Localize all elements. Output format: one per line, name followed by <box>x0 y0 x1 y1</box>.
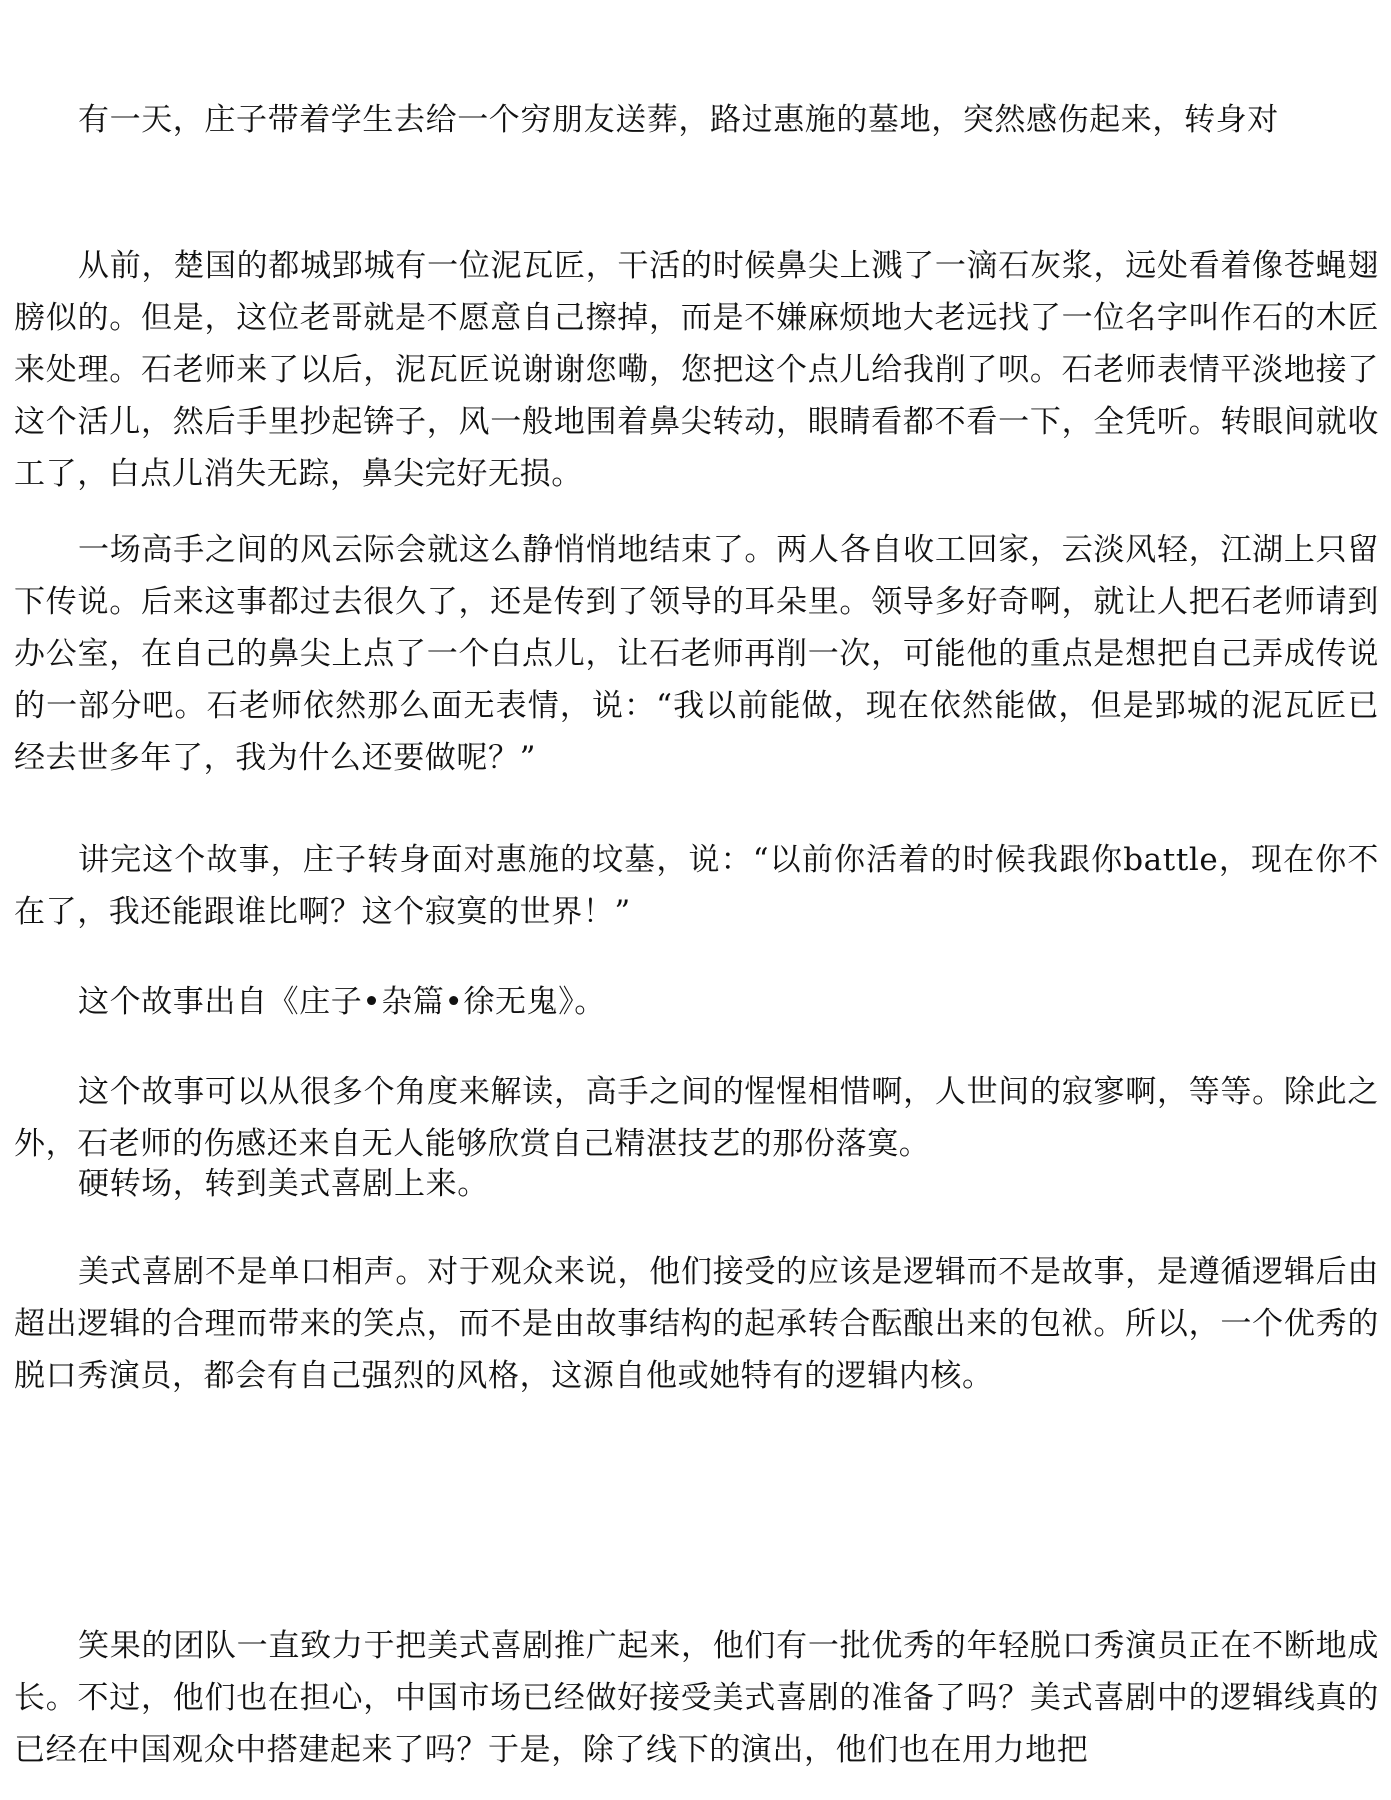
paragraph-xiaoguo-team: 笑果的团队一直致力于把美式喜剧推广起来，他们有一批优秀的年轻脱口秀演员正在不断地成长。不过，他们也在担心，中国市场已经做好接受美式喜剧的准备了吗？美式喜剧中的逻辑线真的已经在中国观众中搭建起来了吗？于是，除了线下的演出，他们也在用力地把 <box>14 1628 1379 1768</box>
paragraph-plasterer-story: 从前，楚国的都城郢城有一位泥瓦匠，干活的时候鼻尖上溅了一滴石灰浆，远处看着像苍蝇翅膀似的。但是，这位老哥就是不愿意自己擦掉，而是不嫌麻烦地大老远找了一位名字叫作石的木匠来处理。石老师来了以后，泥瓦匠说谢谢您嘞，您把这个点儿给我削了呗。石老师表情平淡地接了这个活儿，然后手里抄起锛子，风一般地围着鼻尖转动，眼睛看都不看一下，全凭听。转眼间就收工了，白点儿消失无踪，鼻尖完好无损。 <box>14 248 1379 492</box>
document-page <box>14 0 1379 1800</box>
paragraph-funeral-intro: 有一天，庄子带着学生去给一个穷朋友送葬，路过惠施的墓地，突然感伤起来，转身对 <box>78 102 1279 138</box>
paragraph-transition: 硬转场，转到美式喜剧上来。 <box>78 1166 489 1202</box>
paragraph-zhuangzi-lament: 讲完这个故事，庄子转身面对惠施的坟墓，说：“以前你活着的时候我跟你battle，现在你不在了，我还能跟谁比啊？这个寂寞的世界！” <box>14 842 1379 930</box>
paragraph-source: 这个故事出自《庄子•杂篇•徐无鬼》。 <box>78 984 606 1020</box>
paragraph-interpretation: 这个故事可以从很多个角度来解读，高手之间的惺惺相惜啊，人世间的寂寥啊，等等。除此之外，石老师的伤感还来自无人能够欣赏自己精湛技艺的那份落寞。 <box>14 1074 1379 1162</box>
paragraph-american-comedy: 美式喜剧不是单口相声。对于观众来说，他们接受的应该是逻辑而不是故事，是遵循逻辑后由超出逻辑的合理而带来的笑点，而不是由故事结构的起承转合酝酿出来的包袱。所以，一个优秀的脱口秀演员，都会有自己强烈的风格，这源自他或她特有的逻辑内核。 <box>14 1254 1379 1394</box>
paragraph-official-request: 一场高手之间的风云际会就这么静悄悄地结束了。两人各自收工回家，云淡风轻，江湖上只留下传说。后来这事都过去很久了，还是传到了领导的耳朵里。领导多好奇啊，就让人把石老师请到办公室，在自己的鼻尖上点了一个白点儿，让石老师再削一次，可能他的重点是想把自己弄成传说的一部分吧。石老师依然那么面无表情，说：“我以前能做，现在依然能做，但是郢城的泥瓦匠已经去世多年了，我为什么还要做呢？” <box>14 532 1379 776</box>
